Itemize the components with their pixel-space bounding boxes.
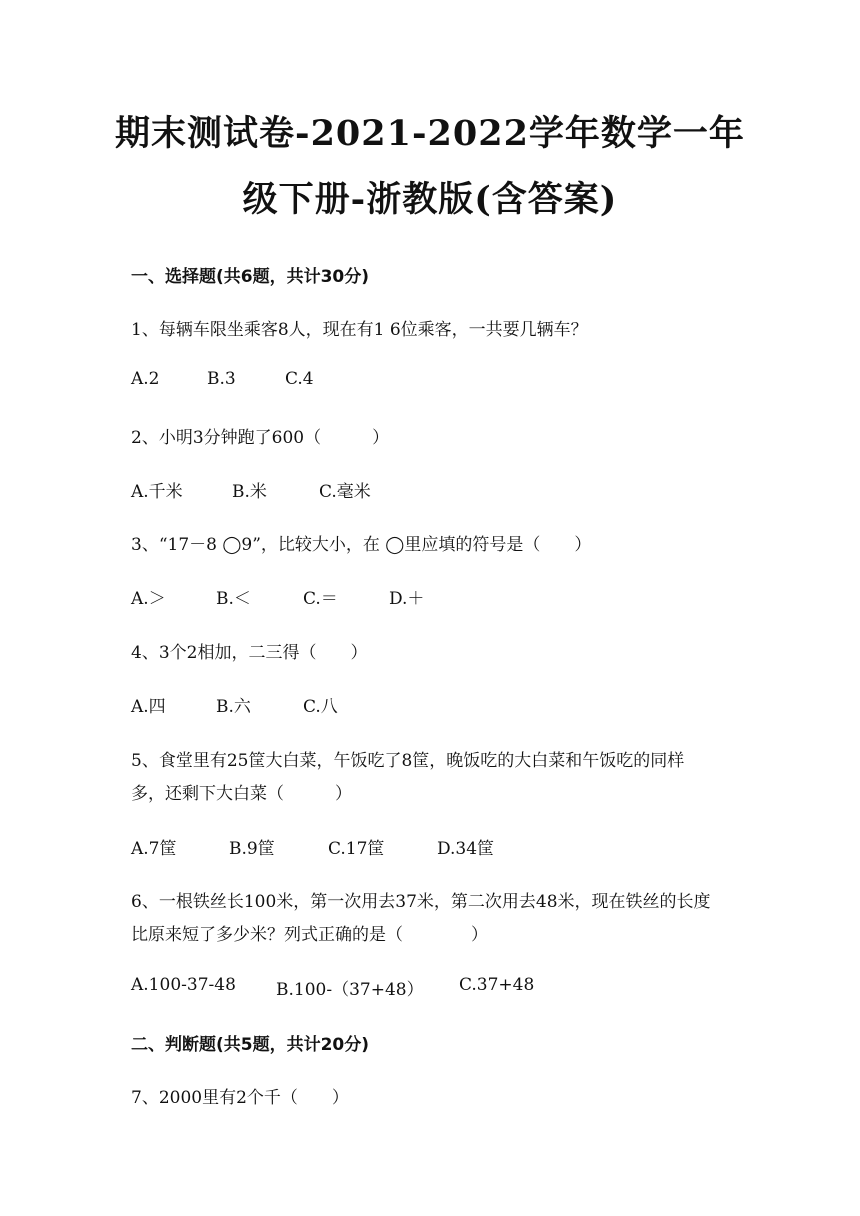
- document-title-line-1: 期末测试卷-2021-2022学年数学一年: [115, 113, 745, 154]
- section-heading-judgment: 二、判断题(共5题，共计20分): [131, 1035, 370, 1055]
- question-6-text-line-2: 比原来短了多少米？列式正确的是（ ）: [131, 925, 488, 945]
- option-b: B.六: [216, 697, 251, 717]
- option-a: A.2: [131, 369, 160, 389]
- section-heading-choice: 一、选择题(共6题，共计30分): [131, 267, 370, 287]
- option-d: D.＋: [389, 589, 425, 609]
- question-6-text-line-1: 6、一根铁丝长100米，第一次用去37米，第二次用去48米，现在铁丝的长度: [131, 892, 711, 912]
- question-3-text: 3、“17－8 ◯9”，比较大小，在 ◯里应填的符号是（ ）: [131, 535, 592, 555]
- option-c: C.毫米: [319, 482, 371, 502]
- option-a: A.7筐: [131, 839, 177, 859]
- question-7-text: 7、2000里有2个千（ ）: [131, 1088, 349, 1108]
- option-c: C.17筐: [328, 839, 385, 859]
- option-b: B.米: [232, 482, 267, 502]
- option-a: A.＞: [131, 589, 166, 609]
- option-a: A.100-37-48: [131, 975, 236, 995]
- document-title-line-2: 级下册-浙教版(含答案): [242, 179, 618, 220]
- question-1-text: 1、每辆车限坐乘客8人，现在有1 6位乘客，一共要几辆车？: [131, 320, 588, 340]
- option-c: C.37+48: [459, 975, 535, 995]
- option-a: A.千米: [131, 482, 183, 502]
- option-b: B.＜: [216, 589, 251, 609]
- option-c: C.八: [303, 697, 338, 717]
- question-4-text: 4、3个2相加，二三得（ ）: [131, 643, 368, 663]
- option-b: B.9筐: [229, 839, 275, 859]
- question-2-text: 2、小明3分钟跑了600（ ）: [131, 428, 390, 448]
- option-b: B.3: [207, 369, 236, 389]
- option-d: D.34筐: [437, 839, 495, 859]
- question-5-text-line-1: 5、食堂里有25筐大白菜，午饭吃了8筐，晚饭吃的大白菜和午饭吃的同样: [131, 751, 685, 771]
- option-c: C.4: [285, 369, 314, 389]
- option-c: C.＝: [303, 589, 338, 609]
- option-b: B.100-（37+48）: [276, 980, 424, 1000]
- question-5-text-line-2: 多，还剩下大白菜（ ）: [131, 784, 352, 804]
- option-a: A.四: [131, 697, 166, 717]
